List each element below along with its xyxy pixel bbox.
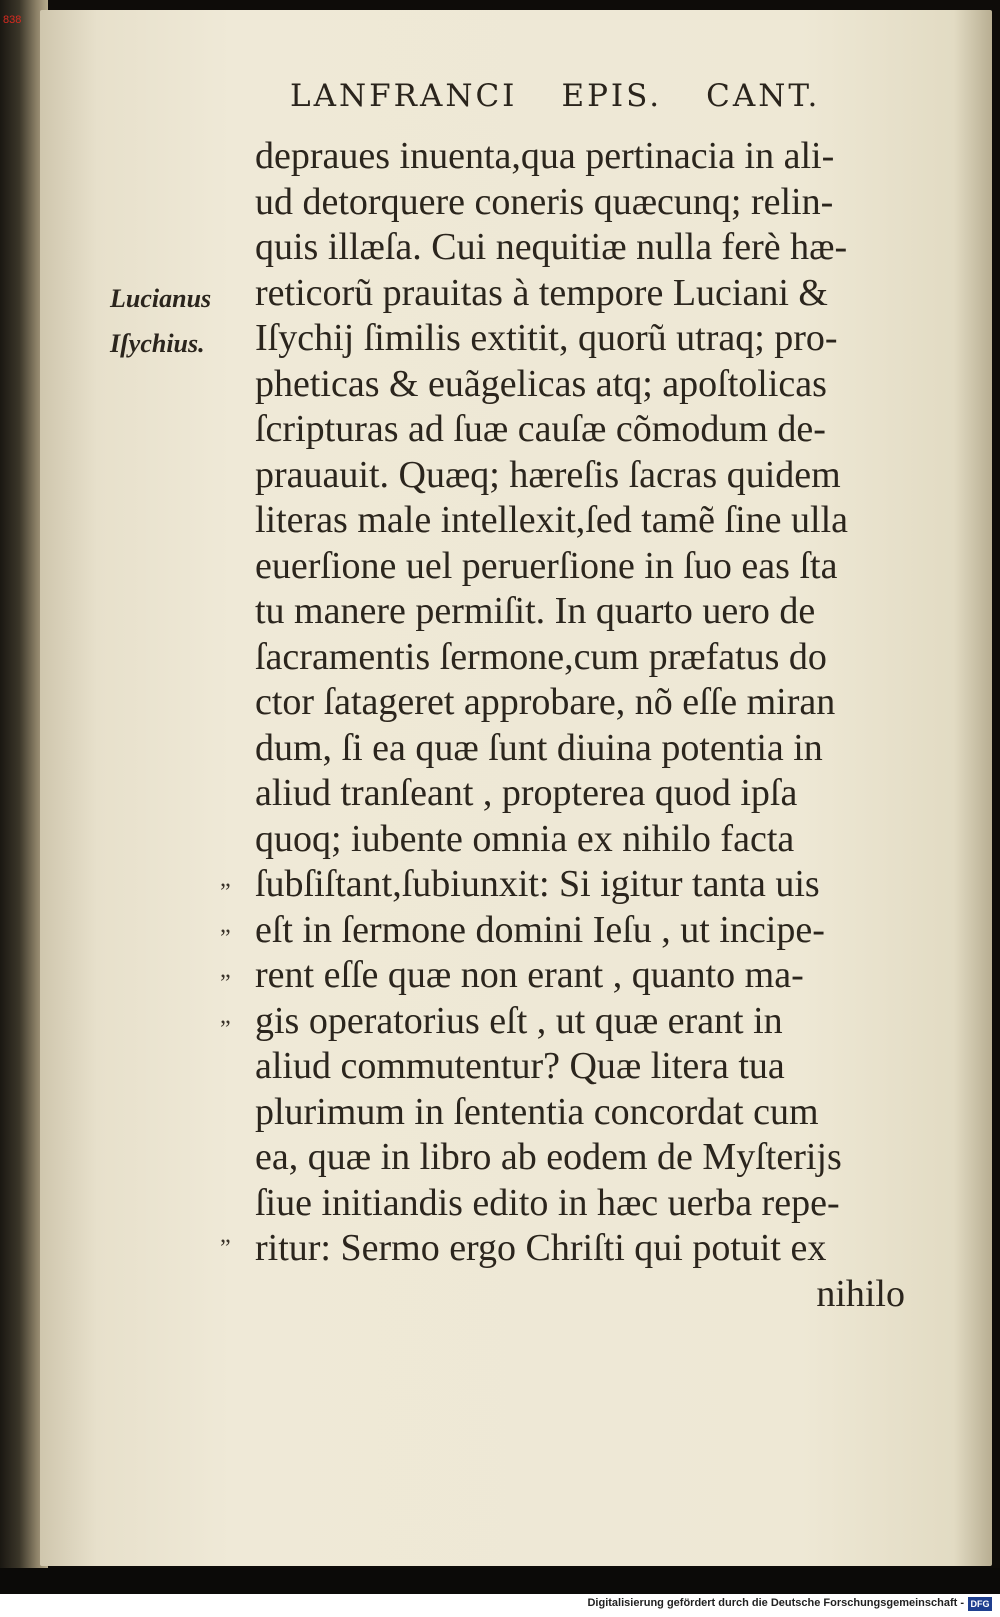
text-line: quis illæſa. Cui nequitiæ nulla ferè hæ- [255, 226, 848, 268]
text-line: ſiue initiandis edito in hæc uerba repe- [255, 1181, 840, 1224]
text-line: ſcripturas ad ſuæ cauſæ cõmodum de- [255, 408, 826, 450]
text-line: gis operatorius eſt , ut quæ erant in [255, 999, 783, 1042]
quotation-mark: „ [220, 1222, 231, 1248]
quotation-mark: „ [220, 866, 231, 892]
running-head-office: EPIS. [561, 78, 663, 114]
text-line: tu manere permiſit. In quarto uero de [255, 590, 816, 632]
text-line: ea, quæ in libro ab eodem de Myſterijs [255, 1136, 842, 1178]
text-line: prauauit. Quæq; hæreſis ſacras quidem [255, 453, 841, 496]
text-line: eſt in ſermone domini Ieſu , ut incipe- [255, 908, 825, 951]
dfg-logo: DFG [968, 1597, 992, 1611]
marginal-note-isychius: Iſychius. [110, 329, 205, 358]
text-line: ritur: Sermo ergo Chriſti qui potuit ex [255, 1227, 827, 1269]
text-line: Iſychij ſimilis extitit, quorũ utraq; pro- [255, 317, 838, 359]
marginal-note-lucianus: Lucianus [110, 284, 212, 313]
text-line: reticorũ prauitas à tempore Luciani & [255, 271, 828, 314]
text-line: ſubſiſtant,ſubiunxit: Si igitur tanta uis [255, 863, 820, 905]
text-line: ud detorquere coneris quæcunq; relin- [255, 180, 834, 223]
text-line: ctor ſatageret approbare, nõ eſſe miran [255, 681, 836, 723]
scan-bottom-edge [0, 1568, 1000, 1594]
text-line: quoq; iubente omnia ex nihilo facta [255, 817, 795, 860]
body-text [255, 134, 935, 1317]
quotation-mark: „ [220, 1003, 231, 1029]
text-line: depraues inuenta,qua pertinacia in ali- [255, 135, 835, 177]
quotation-mark: „ [220, 912, 231, 938]
running-head-see: CANT. [706, 78, 821, 114]
text-line: ſacramentis ſermone,cum præfatus do [255, 635, 827, 678]
quotation-mark: „ [220, 957, 231, 983]
text-line: plurimum in ſententia concordat cum [255, 1090, 819, 1133]
text-line: pheticas & euãgelicas atq; apoſtolicas [255, 362, 827, 405]
text-line: dum, ſi ea quæ ſunt diuina potentia in [255, 726, 823, 769]
text-line: rent eſſe quæ non erant , quanto ma- [255, 954, 804, 996]
folio-mark: 838 [3, 14, 22, 26]
running-head [290, 78, 910, 114]
catchword: nihilo [816, 1272, 905, 1315]
text-line: euerſione uel peruerſione in ſuo eas ſta [255, 544, 838, 587]
text-line: aliud tranſeant , propterea quod ipſa [255, 772, 798, 814]
text-line: literas male intellexit,ſed tamẽ ſine ulla [255, 499, 849, 541]
text-line: aliud commutentur? Quæ litera tua [255, 1045, 785, 1087]
footer-credit: Digitalisierung gefördert durch die Deutsche Forschungsgemeinschaft - [587, 1597, 964, 1609]
running-head-author: LANFRANCI [290, 78, 518, 114]
